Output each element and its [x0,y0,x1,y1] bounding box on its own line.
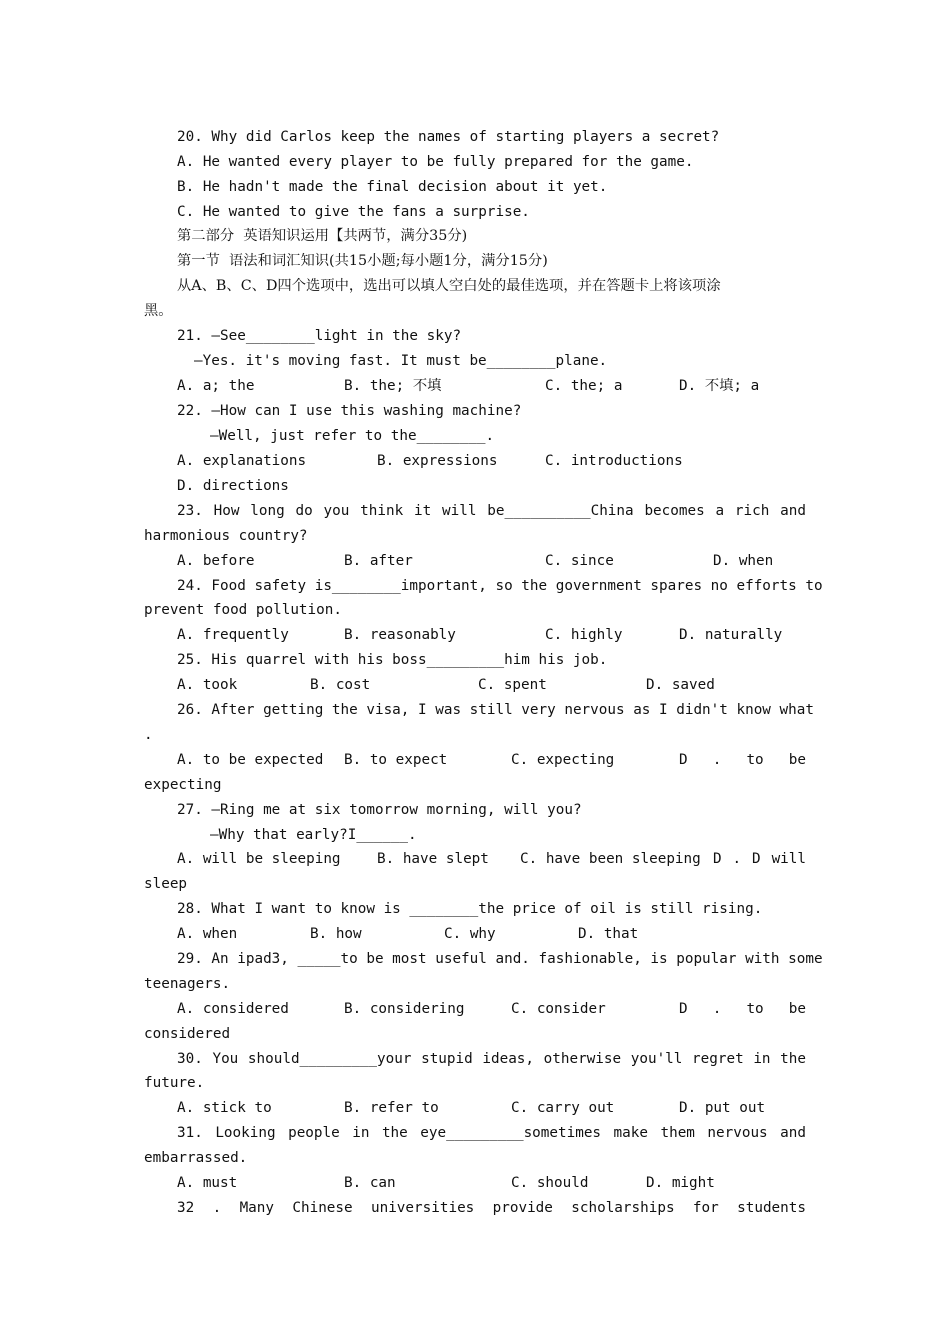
q29-option-a: A. considered [177,1001,289,1017]
q27-option-d-cont: sleep [144,876,188,892]
q24-option-a: A. frequently [177,627,289,643]
q23-line1: 23. How long do you think it will be__________China becomes a rich and [177,503,806,519]
q29-option-d-cont: considered [144,1026,231,1042]
q28-option-b: B. how [310,926,362,942]
q26-option-d-cont: expecting [144,777,222,793]
q29-option-b: B. considering [344,1001,465,1017]
q21-option-c: C. the; a [545,378,623,394]
q24-option-c: C. highly [545,627,623,643]
q22-line1: 22. —How can I use this washing machine? [177,403,522,419]
q20-option-b: B. He hadn't made the final decision about it yet. [177,179,608,195]
section1-title: 第一节 语法和词汇知识(共15小题;每小题1分，满分15分) [177,253,548,269]
q24-option-d: D. naturally [679,627,783,643]
q28-line1: 28. What I want to know is ________the price of oil is still rising. [177,901,763,917]
q22-option-a: A. explanations [177,453,307,469]
q28-option-d: D. that [578,926,639,942]
q28-option-c: C. why [444,926,496,942]
q27-option-d: D . D will [713,851,806,867]
q27-line1: 27. —Ring me at six tomorrow morning, will you? [177,802,582,818]
q29-line2: teenagers. [144,976,231,992]
q29-option-c: C. consider [511,1001,606,1017]
q31-option-b: B. can [344,1175,396,1191]
q30-option-c: C. carry out [511,1100,615,1116]
q22-option-c: C. introductions [545,453,683,469]
q28-option-a: A. when [177,926,238,942]
q27-option-c: C. have been sleeping [520,851,701,867]
q29-line1: 29. An ipad3, _____to be most useful and. fashionable, is popular with some [177,951,823,967]
q21-option-b: B. the; 不填 [344,378,442,394]
q21-option-a: A. a; the [177,378,255,394]
q25-option-d: D. saved [646,677,715,693]
q32-line1: 32 . Many Chinese universities provide scholarships for students [177,1200,806,1216]
q26-option-b: B. to expect [344,752,448,768]
q20-stem: 20. Why did Carlos keep the names of starting players a secret? [177,129,720,145]
q25-option-b: B. cost [310,677,371,693]
q27-option-a: A. will be sleeping [177,851,341,867]
q30-option-d: D. put out [679,1100,766,1116]
q30-line1: 30. You should_________your stupid ideas, otherwise you'll regret in the [177,1051,806,1067]
q23-option-c: C. since [545,553,614,569]
q26-option-d: D . to be [679,752,806,768]
q23-line2: harmonious country? [144,528,308,544]
q30-line2: future. [144,1075,205,1091]
q27-line2: —Why that early?I______. [210,827,417,843]
q23-option-b: B. after [344,553,413,569]
q20-option-a: A. He wanted every player to be fully prepared for the game. [177,154,694,170]
q22-option-b: B. expressions [377,453,498,469]
q25-option-a: A. took [177,677,238,693]
instructions-line1: 从A、B、C、D四个选项中，选出可以填人空白处的最佳选项，并在答题卡上将该项涂 [177,278,721,294]
q26-option-a: A. to be expected [177,752,324,768]
q20-option-c: C. He wanted to give the fans a surprise. [177,204,530,220]
q30-option-a: A. stick to [177,1100,272,1116]
q24-line2: prevent food pollution. [144,602,342,618]
q31-line1: 31. Looking people in the eye_________sometimes make them nervous and [177,1125,806,1141]
q22-option-d: D. directions [177,478,289,494]
q31-line2: embarrassed. [144,1150,248,1166]
q21-line1: 21. —See________light in the sky? [177,328,462,344]
instructions-line2: 黑。 [144,303,173,319]
q31-option-a: A. must [177,1175,238,1191]
q23-option-d: D. when [713,553,774,569]
q24-option-b: B. reasonably [344,627,456,643]
q31-option-c: C. should [511,1175,589,1191]
q22-line2: —Well, just refer to the________. [210,428,495,444]
q25-line1: 25. His quarrel with his boss_________him his job. [177,652,608,668]
q21-line2: —Yes. it's moving fast. It must be________plane. [194,353,608,369]
q26-line2: . [144,727,153,743]
part2-title: 第二部分 英语知识运用【共两节，满分35分) [177,228,468,244]
q25-option-c: C. spent [478,677,547,693]
q21-option-d: D. 不填; a [679,378,760,394]
q27-option-b: B. have slept [377,851,489,867]
q29-option-d: D . to be [679,1001,806,1017]
q30-option-b: B. refer to [344,1100,439,1116]
q26-line1: 26. After getting the visa, I was still very nervous as I didn't know what [177,702,814,718]
q31-option-d: D. might [646,1175,715,1191]
q23-option-a: A. before [177,553,255,569]
q24-line1: 24. Food safety is________important, so the government spares no efforts to [177,578,823,594]
q26-option-c: C. expecting [511,752,615,768]
